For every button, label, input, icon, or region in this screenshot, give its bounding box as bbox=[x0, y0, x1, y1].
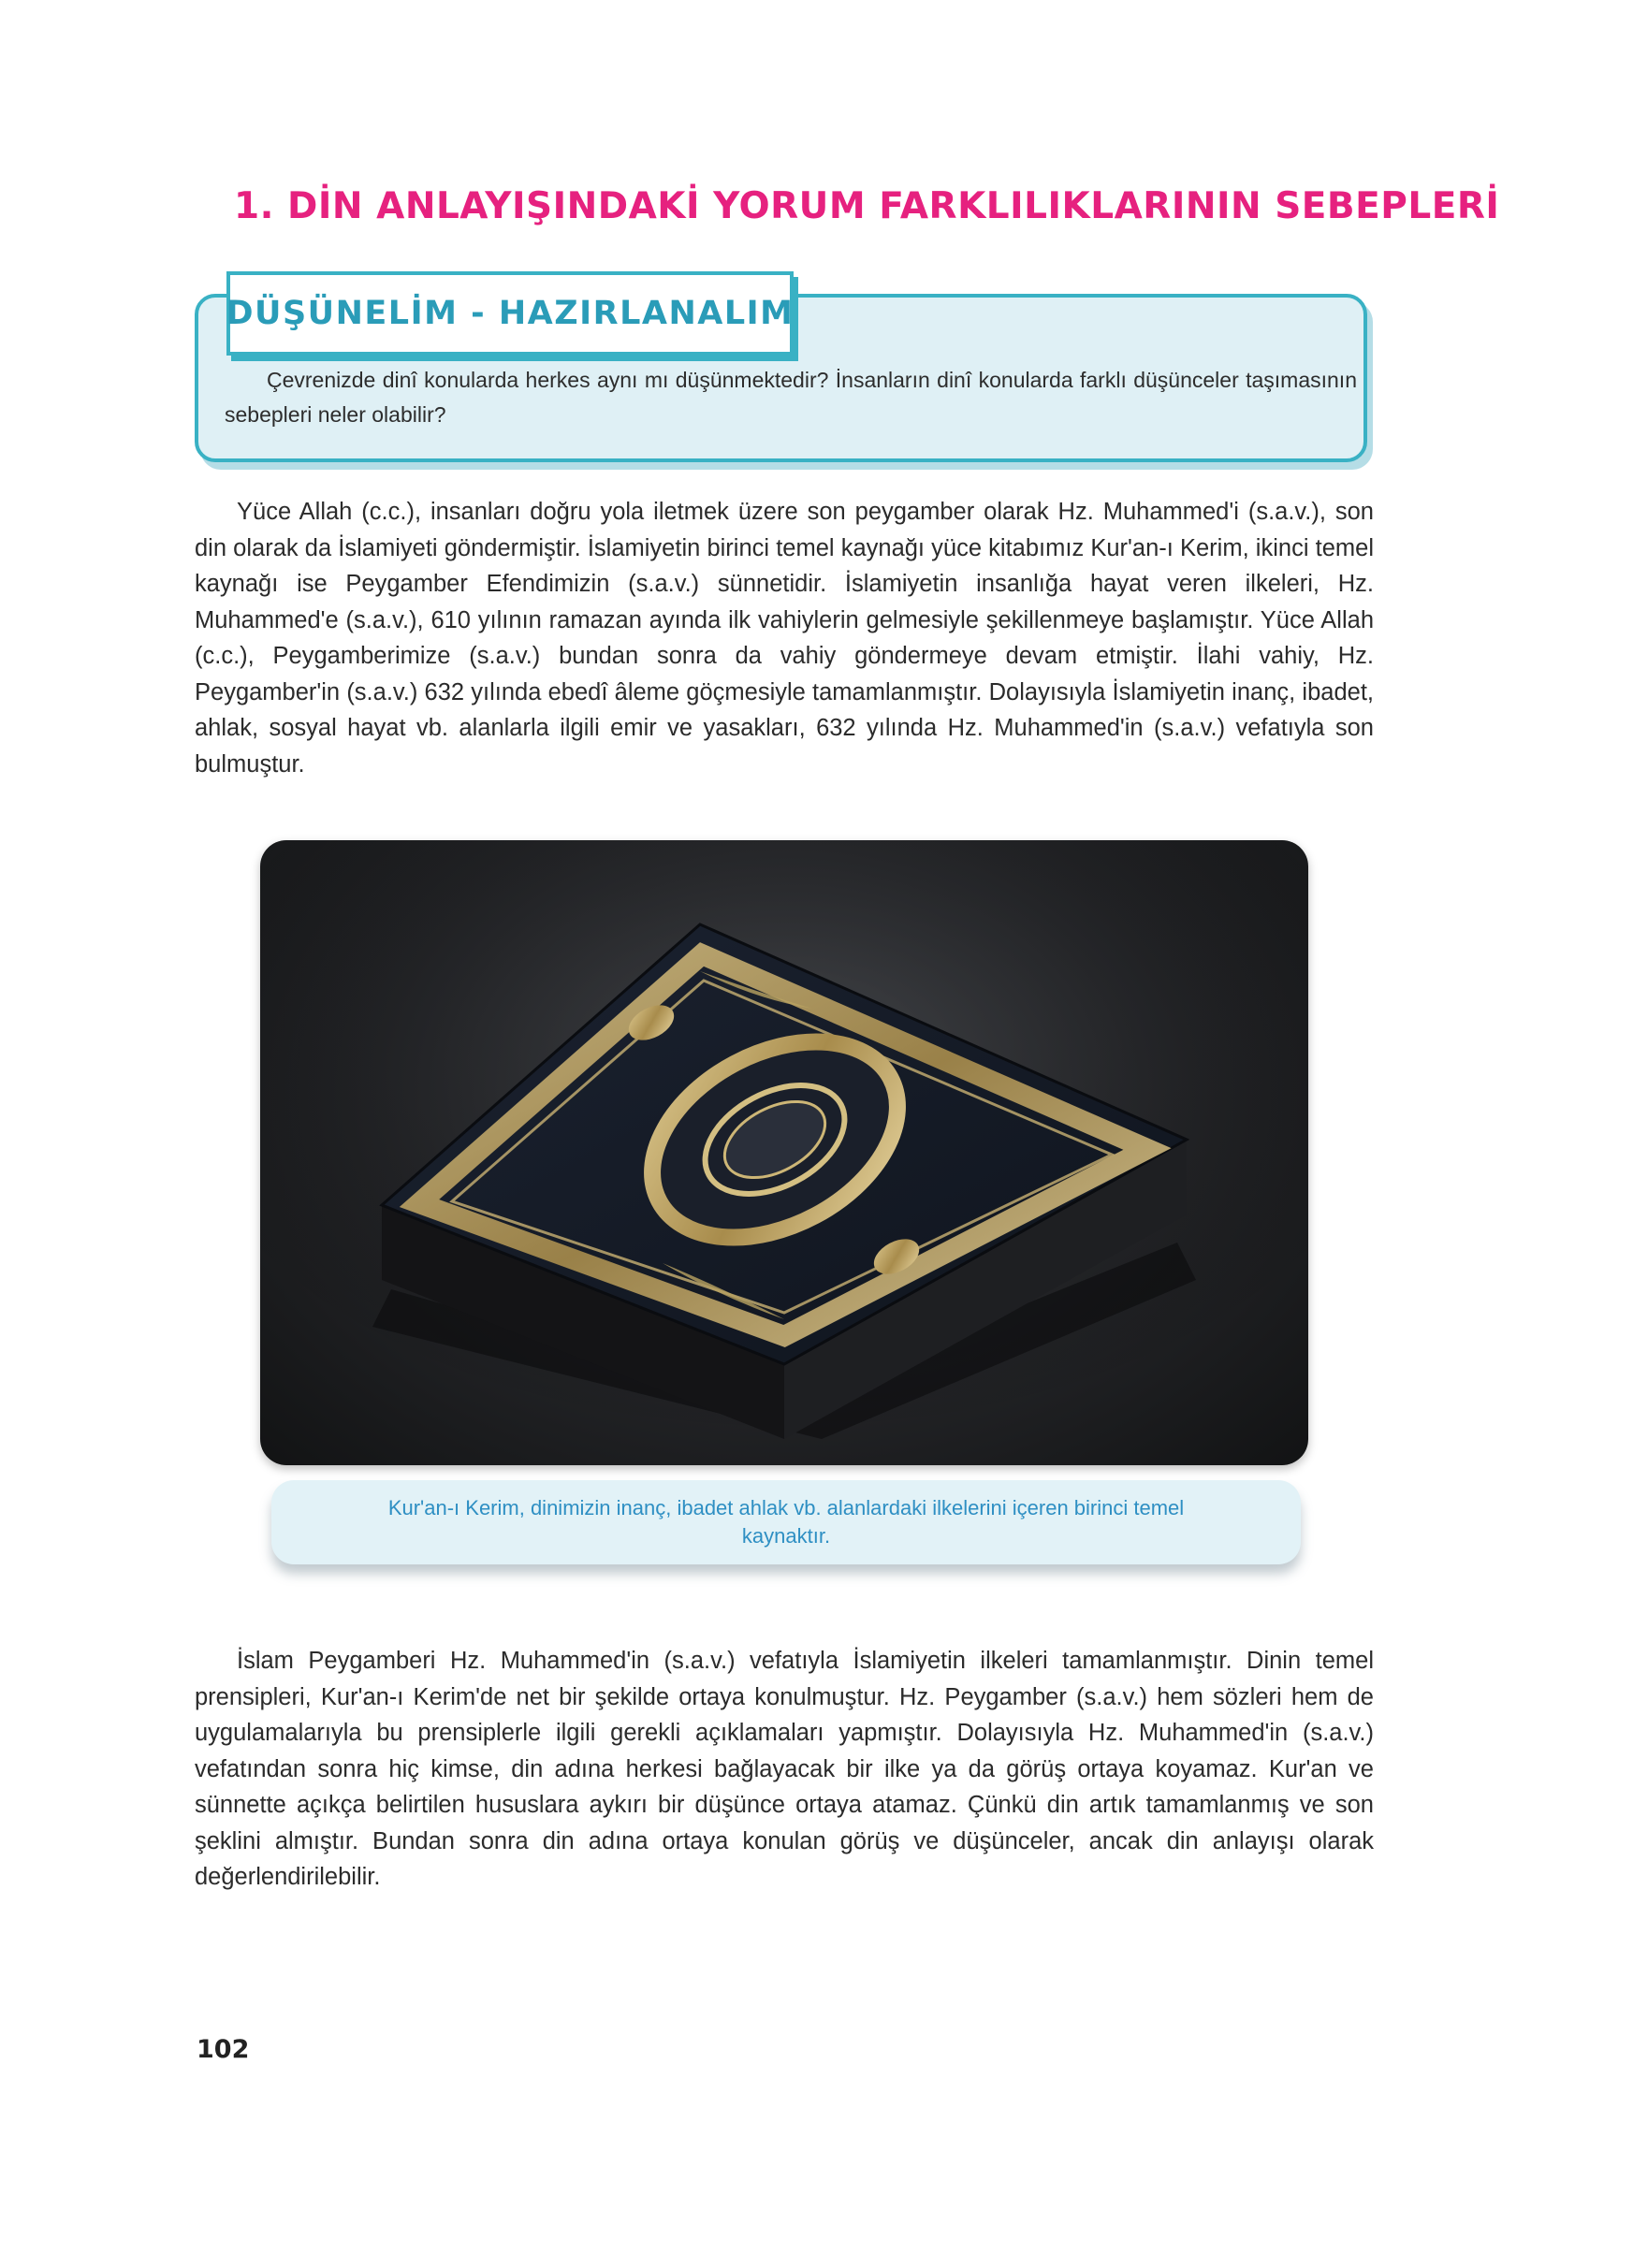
think-prepare-question: Çevrenizde dinî konularda herkes aynı mı düşünmektedir? İnsanların dinî konularda farklı düşünceler taşımasının sebepleri neler olabilir? bbox=[225, 368, 1357, 427]
think-prepare-label bbox=[226, 271, 794, 356]
quran-book-illustration bbox=[260, 840, 1308, 1465]
figure-caption-box bbox=[271, 1480, 1301, 1564]
page-number: 102 bbox=[197, 2035, 250, 2064]
quran-photo bbox=[260, 840, 1308, 1465]
body-paragraph-1: Yüce Allah (c.c.), insanları doğru yola iletmek üzere son peygamber olarak Hz. Muhammed'i (s.a.v.), son din olarak da İslamiyeti göndermiştir. İslamiyetin birinci temel kaynağı yüce kitabımız Kur'an-ı Kerim, ikinci temel kaynağı ise Peygamber Efendimizin (s.a.v.) sünnetidir. İslamiyetin insanlığa hayat veren ilkeleri, Hz. Muhammed'e (s.a.v.), 610 yılının ramazan ayında ilk vahiylerin gelmesiyle şekillenmeye başlamıştır. Yüce Allah (c.c.), Peygamberimize (s.a.v.) bundan sonra da vahiy göndermeye devam etmiştir. İlahi vahiy, Hz. Peygamber'in (s.a.v.) 632 yılında ebedî âleme göçmesiyle tamamlanmıştır. Dolayısıyla İslamiyetin inanç, ibadet, ahlak, sosyal hayat vb. alanlarla ilgili emir ve yasakları, 632 yılında Hz. Muhammed'in (s.a.v.) vefatıyla son bulmuştur. bbox=[195, 499, 1374, 778]
body-paragraph-2: İslam Peygamberi Hz. Muhammed'in (s.a.v.) vefatıyla İslamiyetin ilkeleri tamamlanmıştır. Dinin temel prensipleri, Kur'an-ı Kerim'de net bir şekilde ortaya konulmuştur. Hz. Peygamber (s.a.v.) hem sözleri hem de uygulamalarıyla bu prensiplerle ilgili gerekli açıklamaları yapmıştır. Dolayısıyla Hz. Muhammed'in (s.a.v.) vefatından sonra hiç kimse, din adına herkesi bağlayacak bir ilke ya da görüş ortaya koyamaz. Kur'an ve sünnette açıkça belirtilen hususlara aykırı bir düşünce ortaya atamaz. Çünkü din artık tamamlanmış ve son şeklini almıştır. Bundan sonra din adına ortaya konulan görüş ve düşünceler, ancak din anlayışı olarak değerlendirilebilir. bbox=[195, 1648, 1374, 1890]
section-title: 1. DİN ANLAYIŞINDAKİ YORUM FARKLILIKLARININ SEBEPLERİ bbox=[234, 185, 1500, 227]
figure-caption: Kur'an-ı Kerim, dinimizin inanç, ibadet ahlak vb. alanlardaki ilkelerini içeren birinci temel kaynaktır. bbox=[387, 1496, 1185, 1548]
think-prepare-label-text: DÜŞÜNELİM - HAZIRLANALIM bbox=[226, 295, 795, 332]
